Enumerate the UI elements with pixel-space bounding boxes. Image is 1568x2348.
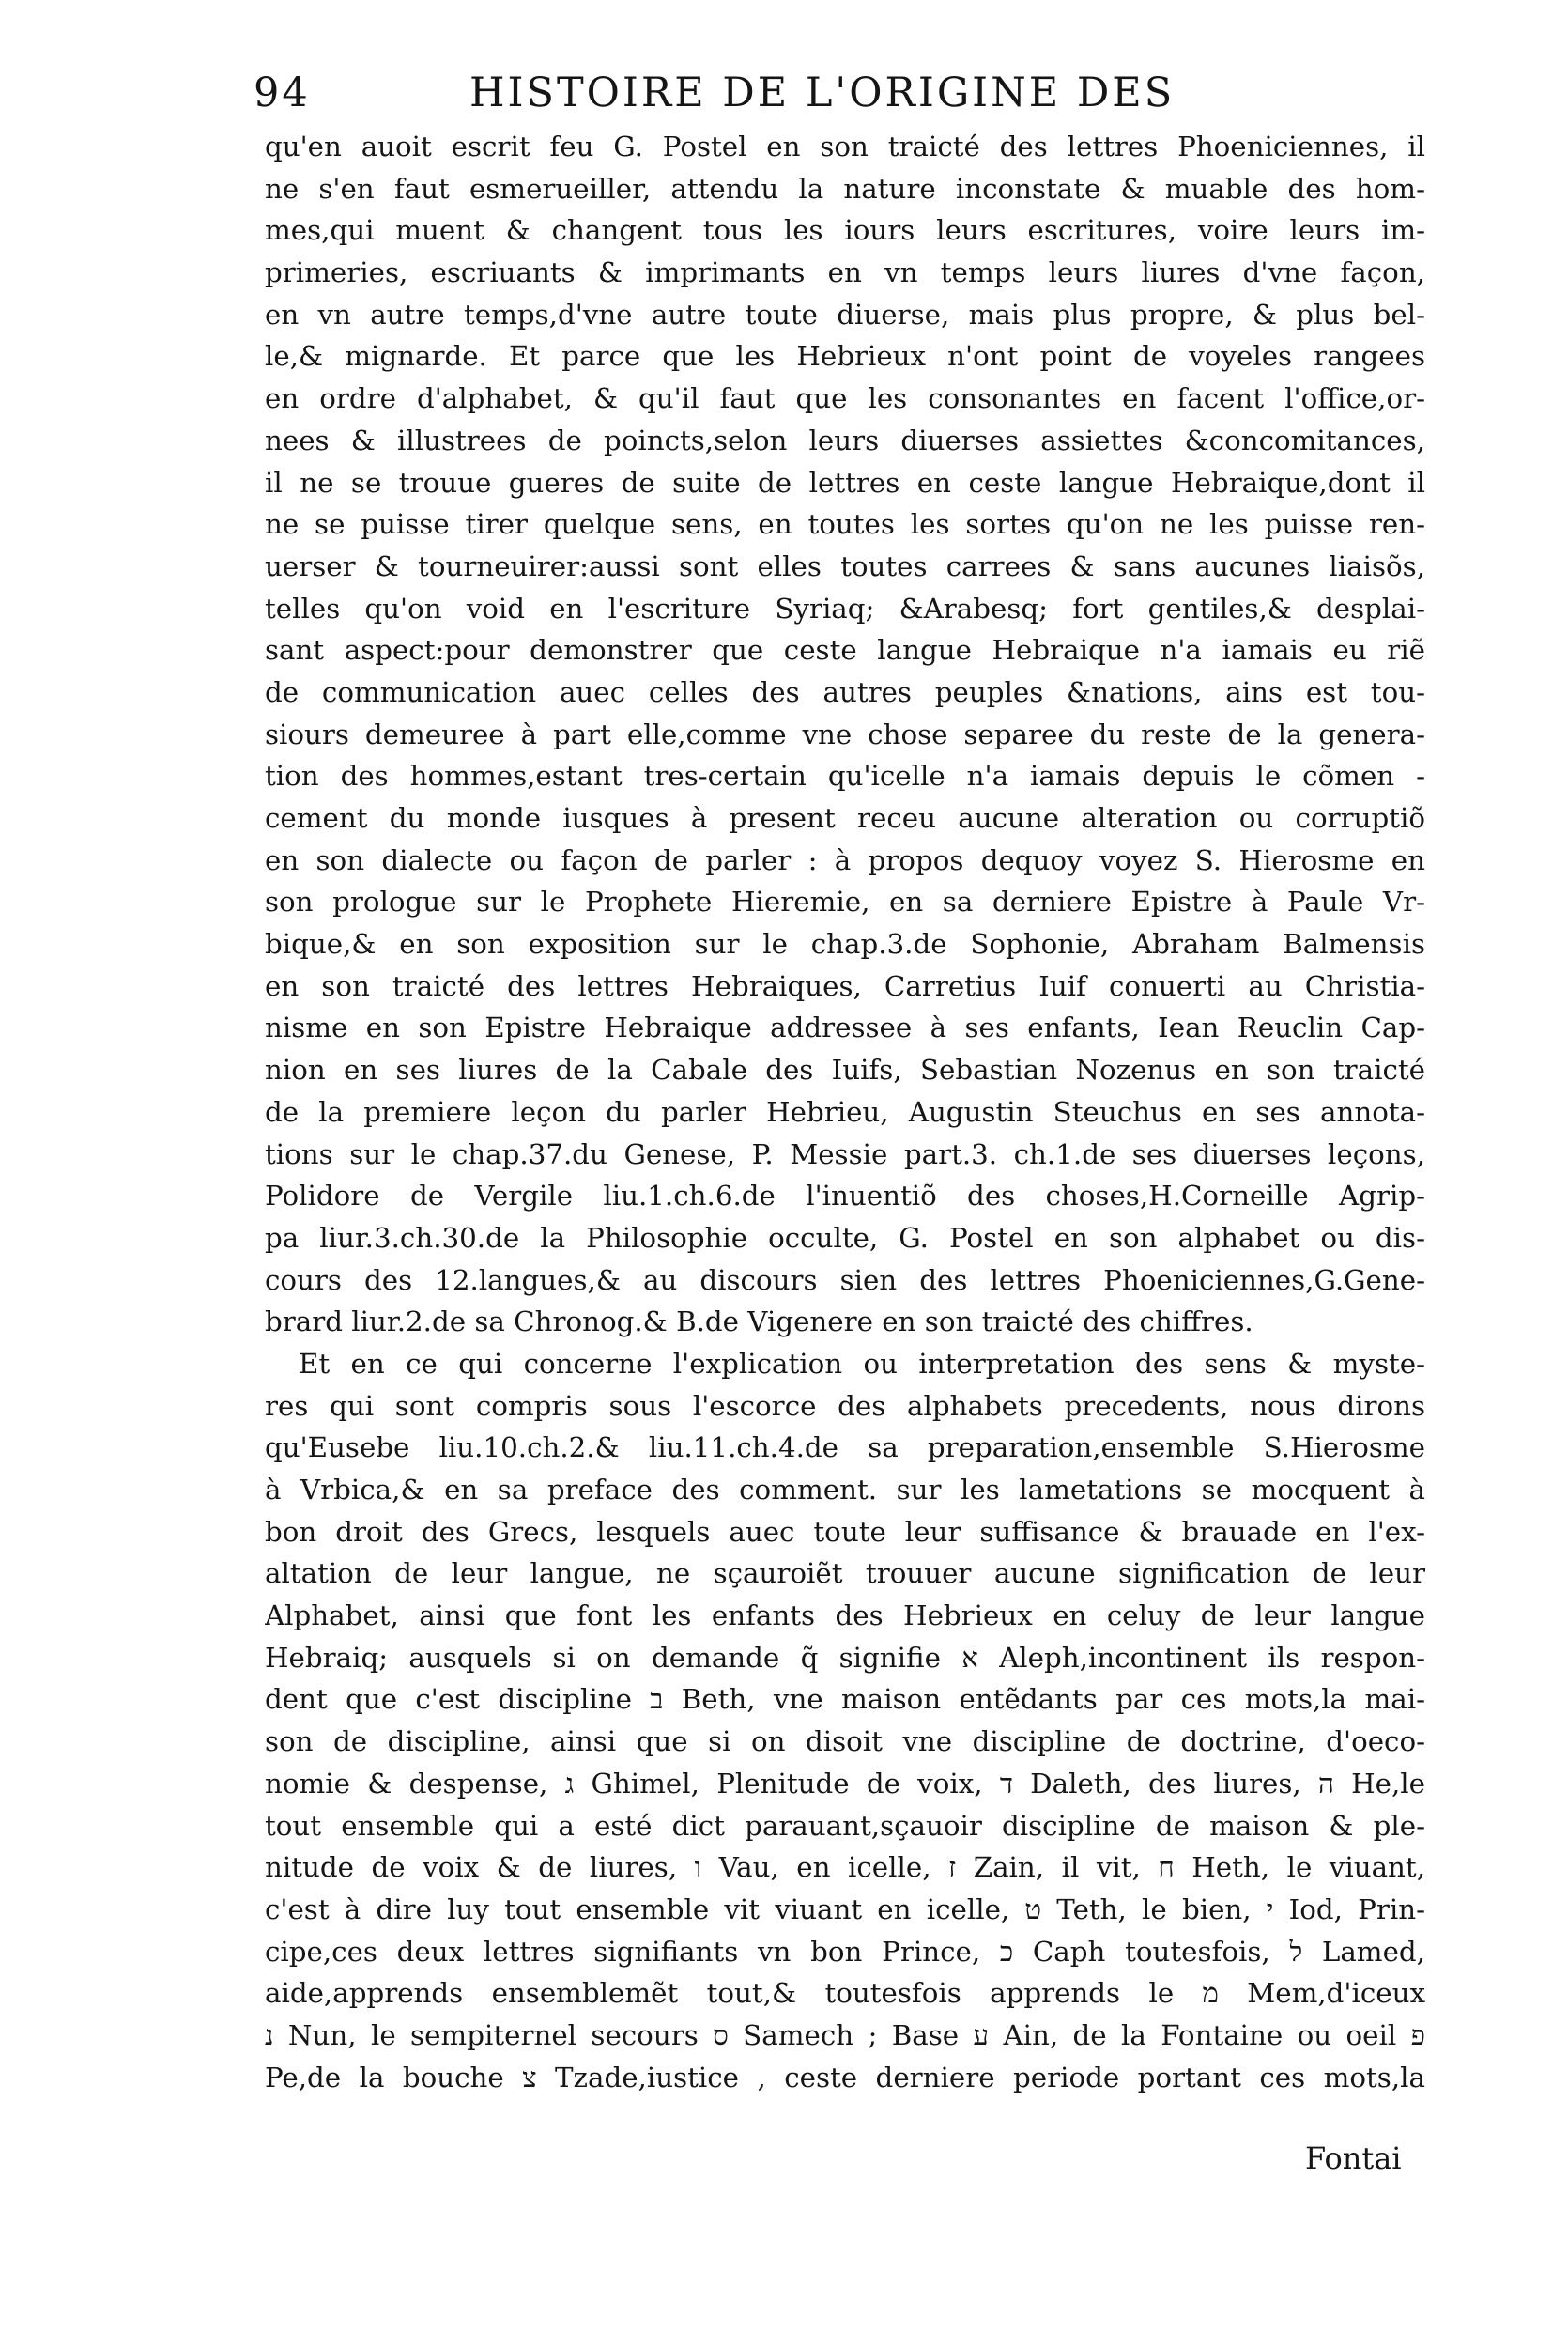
text-line: nitude de voix & de liures, ו Vau, en icelle, ז Zain, il vit, ח Heth, le viuant, <box>265 1851 1425 1884</box>
text-line: son prologue sur le Prophete Hieremie, en sa derniere Epistre à Paule Vr- <box>265 886 1425 919</box>
text-line: nion en ses liures de la Cabale des Iuifs, Sebastian Nozenus en son traicté <box>265 1054 1425 1087</box>
text-line: Pe,de la bouche צ Tzade,iustice , ceste derniere periode portant ces mots,la <box>265 2061 1425 2093</box>
text-line: de la premiere leçon du parler Hebrieu, Augustin Steuchus en ses annota- <box>265 1095 1425 1128</box>
text-line: pa liur.3.ch.30.de la Philosophie occulte, G. Postel en son alphabet ou dis- <box>265 1221 1425 1254</box>
text-line: res qui sont compris sous l'escorce des alphabets precedents, nous dirons <box>265 1389 1425 1422</box>
text-line: il ne se trouue gueres de suite de lettres en ceste langue Hebraique,dont il <box>265 466 1425 499</box>
paragraph-1 <box>265 126 1425 1343</box>
text-line: en vn autre temps,d'vne autre toute diuerse, mais plus propre, & plus bel- <box>265 298 1425 331</box>
text-line: brard liur.2.de sa Chronog.& B.de Vigenere en son traicté des chiffres. <box>265 1305 1253 1338</box>
text-line: נ Nun, le sempiternel secours ס Samech ; Base ע Ain, de la Fontaine ou oeil פ <box>265 2018 1425 2051</box>
text-line: nisme en son Epistre Hebraique addressee à ses enfants, Iean Reuclin Cap- <box>265 1012 1425 1044</box>
text-line: Polidore de Vergile liu.1.ch.6.de l'inuentiõ des choses,H.Corneille Agrip- <box>265 1180 1425 1213</box>
text-line: c'est à dire luy tout ensemble vit viuant en icelle, ט Teth, le bien, י Iod, Prin- <box>265 1892 1425 1925</box>
text-line: de communication auec celles des autres peuples &nations, ains est tou- <box>265 675 1425 708</box>
text-line: qu'Eusebe liu.10.ch.2.& liu.11.ch.4.de sa preparation,ensemble S.Hierosme <box>265 1431 1425 1464</box>
text-line: ne s'en faut esmerueiller, attendu la nature inconstate & muable des hom- <box>265 172 1425 205</box>
text-line: ne se puisse tirer quelque sens, en toutes les sortes qu'on ne les puisse ren- <box>265 508 1425 541</box>
text-line: cours des 12.langues,& au discours sien des lettres Phoeniciennes,G.Gene- <box>265 1263 1425 1296</box>
text-line: tout ensemble qui a esté dict parauant,sçauoir discipline de maison & ple- <box>265 1809 1425 1842</box>
text-line: mes,qui muent & changent tous les iours leurs escritures, voire leurs im- <box>265 214 1425 247</box>
text-line: Alphabet, ainsi que font les enfants des Hebrieux en celuy de leur langue <box>265 1599 1425 1632</box>
text-line: nomie & despense, ג Ghimel, Plenitude de voix, ד Daleth, des liures, ה He,le <box>265 1767 1425 1800</box>
page-header <box>254 70 1427 126</box>
text-line: bique,& en son exposition sur le chap.3.de Sophonie, Abraham Balmensis <box>265 928 1425 961</box>
page-number: 94 <box>254 70 311 116</box>
text-line: bon droit des Grecs, lesquels auec toute leur suffisance & brauade en l'ex- <box>265 1515 1425 1548</box>
text-line: altation de leur langue, ne sçauroiẽt trouuer aucune signification de leur <box>265 1557 1425 1590</box>
catchword: Fontai <box>1305 2140 1402 2176</box>
text-line: cipe,ces deux lettres signifiants vn bon Prince, כ Caph toutesfois, ל Lamed, <box>265 1935 1425 1968</box>
text-line: en son dialecte ou façon de parler : à propos dequoy voyez S. Hierosme en <box>265 843 1425 876</box>
text-line: cement du monde iusques à present receu aucune alteration ou corruptiõ <box>265 802 1425 834</box>
text-line: primeries, escriuants & imprimants en vn temps leurs liures d'vne façon, <box>265 256 1425 289</box>
text-line: Hebraiq; ausquels si on demande q̃ signifie א Aleph,incontinent ils respon- <box>265 1641 1425 1674</box>
text-line: aide,apprends ensemblemẽt tout,& toutesfois apprends le מ Mem,d'iceux <box>265 1977 1425 2010</box>
text-line: le,& mignarde. Et parce que les Hebrieux n'ont point de voyeles rangees <box>265 340 1425 373</box>
text-line: à Vrbica,& en sa preface des comment. sur les lametations se mocquent à <box>265 1474 1425 1506</box>
text-line: qu'en auoit escrit feu G. Postel en son traicté des lettres Phoeniciennes, il <box>265 131 1425 162</box>
text-line: Et en ce qui concerne l'explication ou interpretation des sens & myste- <box>299 1347 1425 1380</box>
text-line: telles qu'on void en l'escriture Syriaq; &Arabesq; fort gentiles,& desplai- <box>265 592 1425 625</box>
text-line: tion des hommes,estant tres-certain qu'icelle n'a iamais depuis le cõmen - <box>265 760 1425 793</box>
text-line: sant aspect:pour demonstrer que ceste langue Hebraique n'a iamais eu riẽ <box>265 634 1425 667</box>
text-line: en son traicté des lettres Hebraiques, Carretius Iuif conuerti au Christia- <box>265 969 1425 1002</box>
text-line: dent que c'est discipline ב Beth, vne maison entẽdants par ces mots,la mai- <box>265 1683 1425 1716</box>
text-line: tions sur le chap.37.du Genese, P. Messie part.3. ch.1.de ses diuerses leçons, <box>265 1137 1425 1170</box>
running-title: HISTOIRE DE L'ORIGINE DES <box>469 70 1176 116</box>
text-line: en ordre d'alphabet, & qu'il faut que les consonantes en facent l'office,or- <box>265 382 1425 415</box>
paragraph-2 <box>265 1343 1425 2098</box>
text-line: uerser & tourneuirer:aussi sont elles toutes carrees & sans aucunes liaisõs, <box>265 549 1425 582</box>
text-line: nees & illustrees de poincts,selon leurs diuerses assiettes &concomitances, <box>265 424 1425 456</box>
text-line: siours demeuree à part elle,comme vne chose separee du reste de la genera- <box>265 718 1425 750</box>
text-line: son de discipline, ainsi que si on disoit vne discipline de doctrine, d'oeco- <box>265 1725 1425 1758</box>
body-text <box>265 126 1425 2098</box>
